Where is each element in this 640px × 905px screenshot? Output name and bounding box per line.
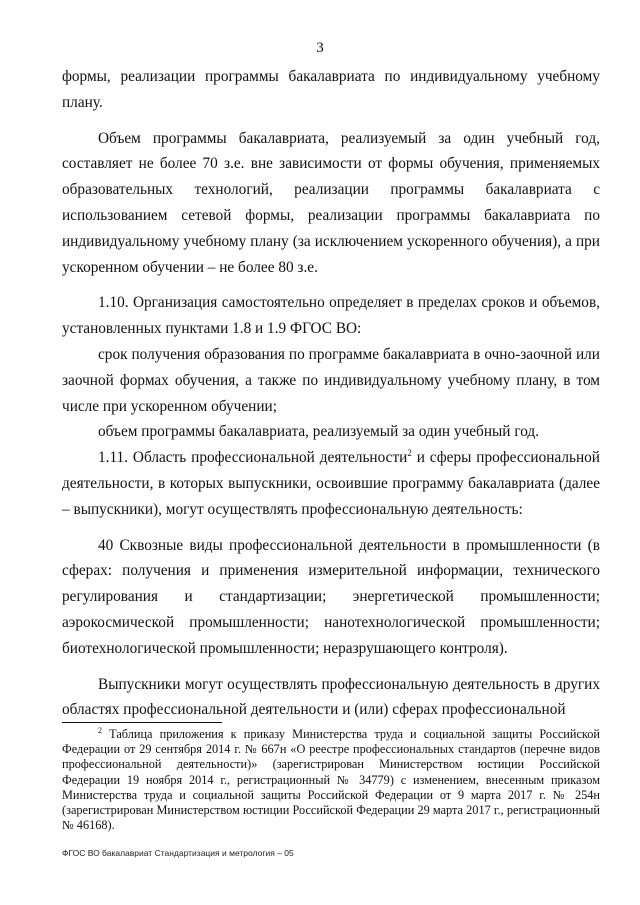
paragraph-term: срок получения образования по программе бакалавриата в очно-заочной или заочной формах обучения, а также по индивидуальному учебному плану, в том числе при ускоренном обучении; <box>62 345 600 415</box>
page-footer: ФГОС ВО бакалавриат Стандартизация и метрология – 05 <box>62 848 294 858</box>
p111-after: и сферы профессиональной деятельности, в которых выпускники, освоившие программу бакалавриата (далее – выпускники), могут осуществлять профессиональную деятельность: <box>62 449 600 518</box>
footnote-divider <box>62 722 222 723</box>
footnote-mark: 2 <box>98 725 102 735</box>
footnote-text: Таблица приложения к приказу Министерства труда и социальной защиты Российской Федерации от 29 сентября 2014 г. № 667н «О реестре профессиональных стандартов (перечне видов профессиональной деятельности)» (зарегистрирован Министерством юстиции Российской Федерации 19 ноября 2014 г., регистрационный № 34779) с изменением, внесенным приказом Министерства труда и социальной защиты Российской Федерации от 9 марта 2017 г. № 254н (зарегистрирован Министерством юстиции Российской Федерации 29 марта 2017 г., регистрационный № 46168). <box>62 727 600 833</box>
footnote-reference[interactable]: 2 <box>407 448 412 459</box>
p111-before: 1.11. Область профессиональной деятельности <box>98 449 408 467</box>
footnote-paragraph <box>62 727 600 833</box>
footnote <box>62 727 600 833</box>
body-text <box>62 64 600 723</box>
paragraph-1-10: 1.10. Организация самостоятельно определяет в пределах сроков и объемов, установленных пунктами 1.8 и 1.9 ФГОС ВО: <box>62 294 600 338</box>
paragraph-continuation: формы, реализации программы бакалавриата по индивидуальному учебному плану. <box>62 68 600 111</box>
paragraph-graduates: Выпускники могут осуществлять профессиональную деятельность в других областях профессиональной деятельности и (или) сферах профессиональной <box>62 675 600 719</box>
paragraph-activity-areas: 40 Сквозные виды профессиональной деятельности в промышленности (в сферах: получения и применения измерительной информации, технического регулирования и стандартизации; энергетической промышленности; аэрокосмической промышленности; нанотехнологической промышленности; биотехнологической промышленности; неразрушающего контроля). <box>62 536 600 657</box>
page-number: 3 <box>316 40 324 56</box>
paragraph-volume: Объем программы бакалавриата, реализуемый за один учебный год, составляет не более 70 з.е. вне зависимости от формы обучения, применяемых образовательных технологий, реализации программы бакалавриата с использованием сетевой формы, реализации программы бакалавриата по индивидуальному учебному плану (за исключением ускоренного обучения), а при ускоренном обучении – не более 80 з.е. <box>62 129 600 276</box>
paragraph-1-11 <box>62 445 600 522</box>
paragraph-annual-volume: объем программы бакалавриата, реализуемый за один учебный год. <box>98 423 540 441</box>
